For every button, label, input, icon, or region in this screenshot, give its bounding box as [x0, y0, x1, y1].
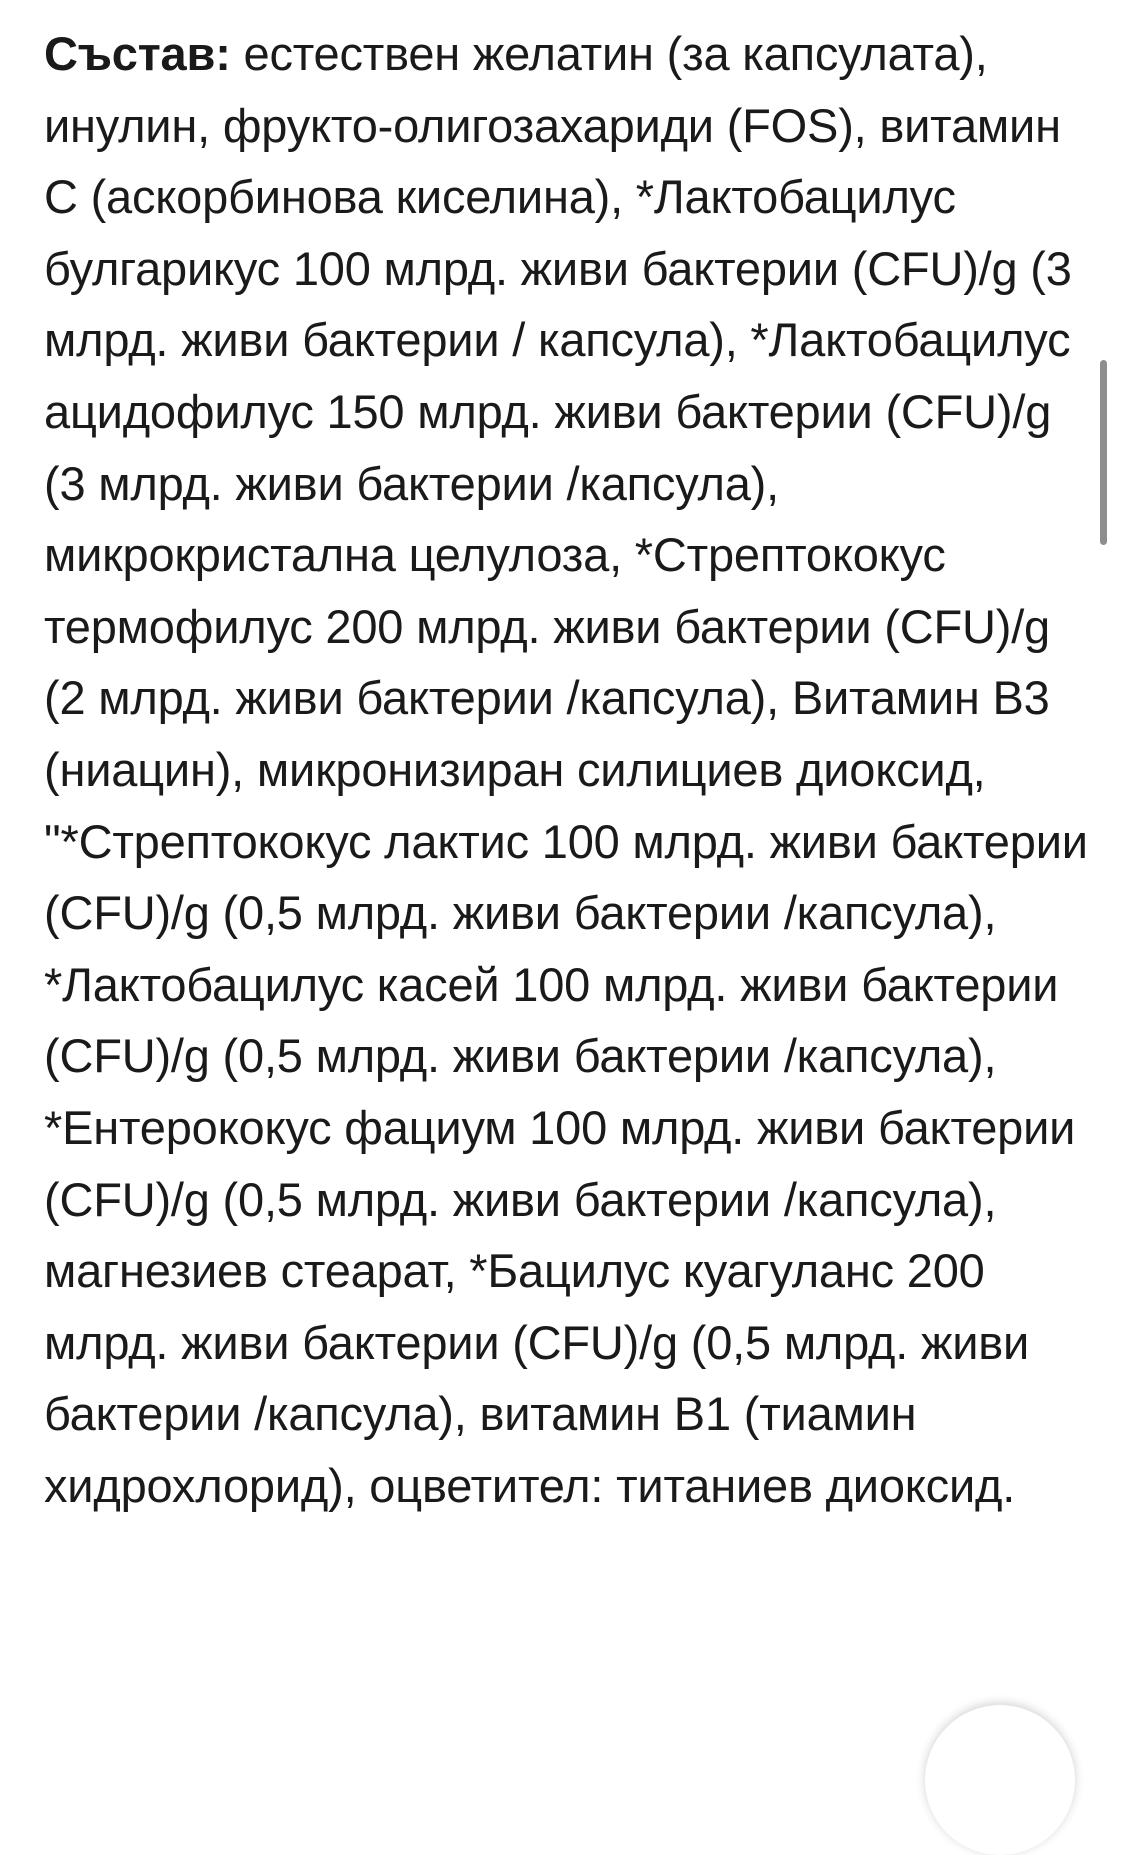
- ingredients-text: естествен желатин (за капсулата), инулин, фрукто-олигозахариди (FOS), витамин C (аскорбинова киселина), *Лактобацилус булгарикус 100 млрд. живи бактерии (CFU)/g (3 млрд. живи бактерии / капсула), *Лактобацилус ацидофилус 150 млрд. живи бактерии (CFU)/g (3 млрд. живи бактерии /капсула), микрокристална целулоза, *Стрептококус термофилус 200 млрд. живи бактерии (CFU)/g (2 млрд. живи бактерии /капсула), Витамин B3 (ниацин), микронизиран силициев диоксид, "*Стрептококус лактис 100 млрд. живи бактерии (CFU)/g (0,5 млрд. живи бактерии /капсула), *Лактобацилус касей 100 млрд. живи бактерии (CFU)/g (0,5 млрд. живи бактерии /капсула), *Ентерококус фациум 100 млрд. живи бактерии (CFU)/g (0,5 млрд. живи бактерии /капсула), магнезиев стеарат, *Бацилус куагуланс 200 млрд. живи бактерии (CFU)/g (0,5 млрд. живи бактерии /капсула), витамин B1 (тиамин хидрохлорид), оцветител: титаниев диоксид.: [44, 27, 1088, 1512]
- ingredients-label: Състав:: [44, 27, 231, 80]
- ingredients-section: [44, 18, 1094, 1521]
- scrollbar[interactable]: [1100, 360, 1107, 545]
- ingredients-paragraph: [44, 18, 1094, 1521]
- floating-action-button[interactable]: [925, 1705, 1075, 1855]
